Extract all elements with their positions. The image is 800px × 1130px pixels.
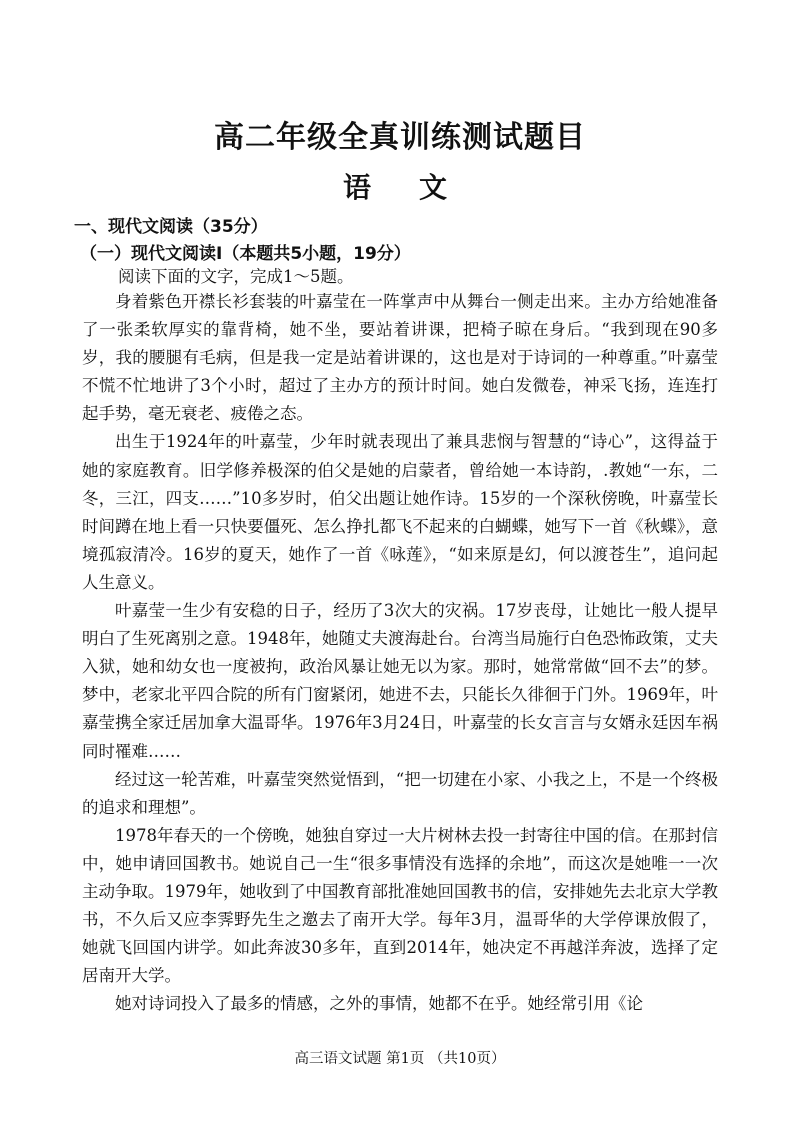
section-heading: 一、现代文阅读（35分） <box>74 217 268 237</box>
paragraph: 她对诗词投入了最多的情感，之外的事情，她都不在乎。她经常引用《论 <box>115 994 643 1014</box>
paragraph: 身着紫色开襟长衫套装的叶嘉莹在一阵掌声中从舞台一侧走出来。主办方给她准备了一张柔软厚实的靠背椅，她不坐，要站着讲课，把椅子晾在身后。“我到现在90多岁，我的腰腿有毛病，但是我一定是站着讲课的，这也是对于诗词的一种尊重。”叶嘉莹不慌不忙地讲了3个小时，超过了主办方的预计时间。她白发微卷，神采飞扬，连连打起手势，毫无衰老、疲倦之态。 <box>82 292 718 424</box>
page-footer: 高三语文试题 第1页 （共10页） <box>294 1051 506 1067</box>
paragraph: 1978年春天的一个傍晚，她独自穿过一大片树林去投一封寄往中国的信。在那封信中，她申请回国教书。她说自己一生“很多事情没有选择的余地”，而这次是她唯一一次主动争取。1979年，她收到了中国教育部批准她回国教书的信，安排她先去北京大学教书，不久后又应李霁野先生之邀去了南开大学。每年3月，温哥华的大学停课放假了，她就飞回国内讲学。如此奔波30多年，直到2014年，她决定不再越洋奔波，选择了定居南开大学。 <box>82 825 718 986</box>
reading-passage <box>82 288 718 1018</box>
subject-title: 语 文 <box>342 171 457 204</box>
paragraph: 出生于1924年的叶嘉莹，少年时就表现出了兼具悲悯与智慧的“诗心”，这得益于她的家庭教育。旧学修养极深的伯父是她的启蒙者，曾给她一本诗韵，.教她“一东，二冬，三江，四支……”10多岁时，伯父出题让她作诗。15岁的一个深秋傍晚，叶嘉莹长时间蹲在地上看一只快要僵死、怎么挣扎都飞不起来的白蝴蝶，她写下一首《秋蝶》，意境孤寂清冷。16岁的夏天，她作了一首《咏莲》，“如来原是幻，何以渡苍生”，追问起人生意义。 <box>82 432 718 592</box>
exam-title: 高二年级全真训练测试题目 <box>214 120 586 155</box>
instruction-text: 阅读下面的文字，完成1～5题。 <box>118 267 354 286</box>
paragraph: 叶嘉莹一生少有安稳的日子，经历了3次大的灾祸。17岁丧母，让她比一般人提早明白了生死离别之意。1948年，她随丈夫渡海赴台。台湾当局施行白色恐怖政策，丈夫入狱，她和幼女也一度被拘，政治风暴让她无以为家。那时，她常常做“回不去”的梦。梦中，老家北平四合院的所有门窗紧闭，她进不去，只能长久徘徊于门外。1969年，叶嘉莹携全家迁居加拿大温哥华。1976年3月24日，叶嘉莹的长女言言与女婿永廷因车祸同时罹难…… <box>82 601 718 761</box>
subsection-heading: （一）现代文阅读Ⅰ（本题共5小题，19分） <box>80 244 411 264</box>
paragraph: 经过这一轮苦难，叶嘉莹突然觉悟到，“把一切建在小家、小我之上，不是一个终极的追求和理想”。 <box>82 769 718 817</box>
